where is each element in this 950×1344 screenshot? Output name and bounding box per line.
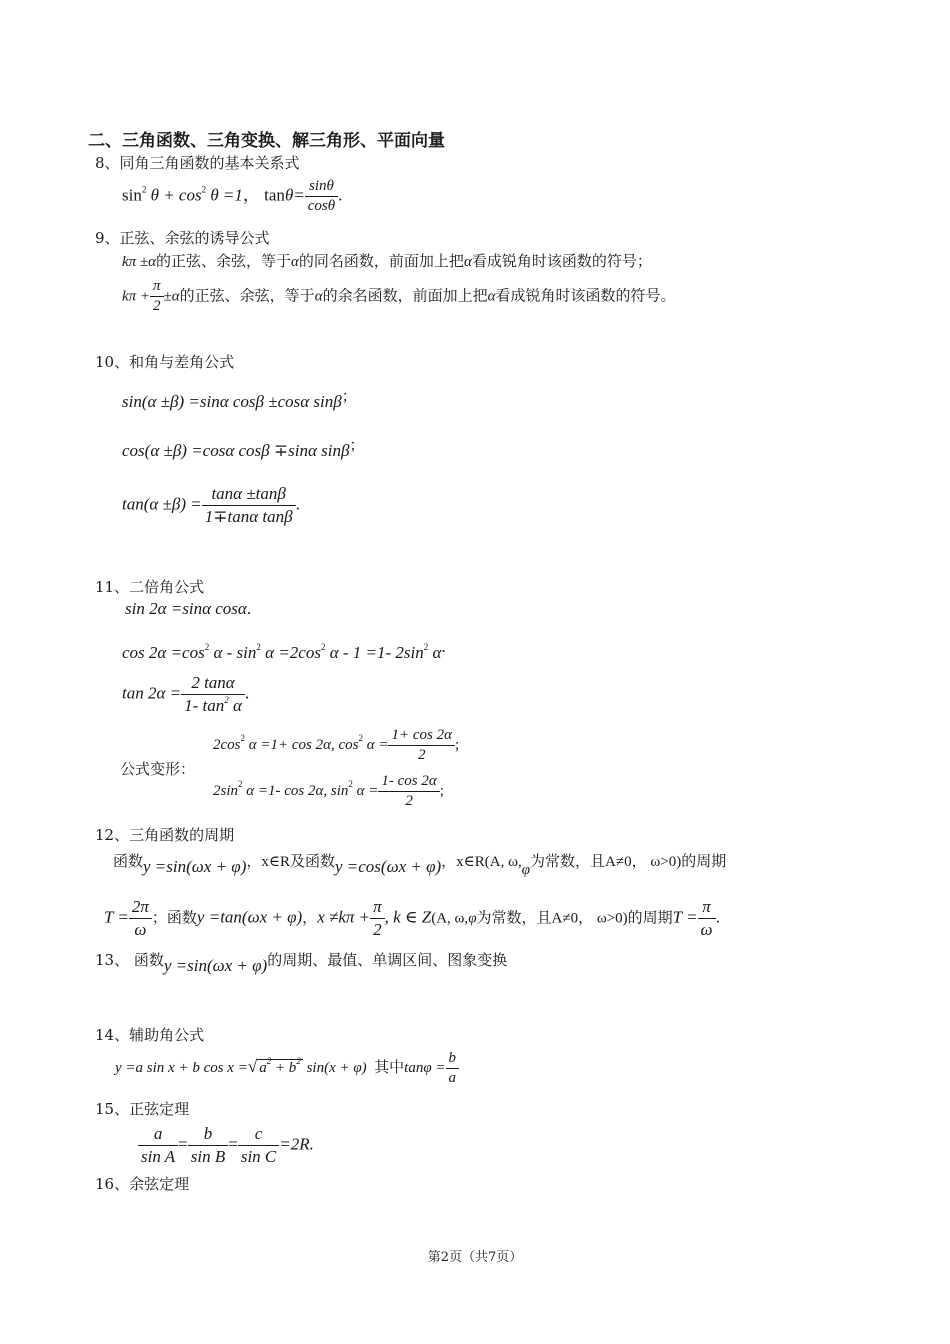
formula-pythagorean-identity: $\sin^2 \theta + \cos^2 \theta =1$， tanθ= $\frac{\sin\theta}{\cos\theta}$ . (122, 178, 343, 214)
induction-rule-1: kπ ±α的正弦、余弦，等于α的同名函数，前面加上把α看成锐角时该函数的符号； (122, 252, 652, 270)
frac-c-sinC: $\frac{c}{\text{sin C}}$ (238, 1124, 279, 1167)
section-12-title: 12、三角函数的周期 (95, 826, 235, 844)
section-14-title: 14、辅助角公式 (95, 1026, 205, 1044)
section-11-title: 11、二倍角公式 (95, 578, 205, 596)
frac-a-sinA: $\frac{a}{\text{sin A}}$ (138, 1124, 178, 1167)
frac-tan-sum: $\frac{\tan\alpha \pm\tan\beta}{\text{1∓tanα tanβ}}$ (202, 484, 296, 527)
formula-tan-double: tan 2α = $\frac{2 \tan\alpha}{1- \tan^2 \alpha}$ . (122, 673, 250, 715)
frac-b-sinB: $\frac{b}{\text{sin B}}$ (188, 1124, 228, 1167)
formula-cos-squared-variant: $2\cos^2$ α =1+ cos 2α, $\cos^2 \alpha$ = $\frac{1+ \cos 2\alpha}{2}$ ; (213, 727, 460, 763)
section-9-title: 9、正弦、余弦的诱导公式 (95, 229, 270, 247)
section-10-title: 10、和角与差角公式 (95, 353, 235, 371)
formula-sin-squared-variant: $2\sin^2$ α =1- cos 2α, $\sin^2 \alpha$ = $\frac{1- \cos 2\alpha}{2}$ ; (213, 773, 444, 809)
induction-rule-2: kπ + $\frac{\pi}{2}$ ±α的正弦、余弦，等于α的余名函数，前面加上把α看成锐角时该函数的符号。 (122, 278, 676, 314)
formula-sin-double: sin 2α =sinα cosα. (125, 599, 252, 618)
frac-pi-omega: $\frac{\pi}{\omega}$ (698, 897, 716, 940)
formula-auxiliary-angle: y =a sin x + b cos x =√ $a^2 + b^2$ sin(x + φ) 其中tanφ = $\frac{b}{a}$ (115, 1050, 459, 1087)
section-16-title: 16、余弦定理 (95, 1175, 190, 1193)
frac-tan-double: $\frac{2 \tan\alpha}{1- \tan^2 \alpha}$ (181, 673, 245, 716)
page-footer: 第2页（共7页） (427, 1250, 523, 1265)
frac-b-over-a: $\frac{b}{a}$ (446, 1050, 460, 1087)
formula-cos-double: $\cos 2\alpha =\cos^2$ $\alpha - \sin^2 \alpha =2\cos^2$ α - 1 =1- $2\sin^2$ α. (122, 637, 446, 662)
frac-sin-cos: $\frac{\sin\theta}{\cos\theta}$ (305, 178, 338, 215)
frac-pi-over-2-cond: $\frac{\pi}{2}$ (370, 897, 385, 940)
period-line-1: 函数y =sin(ωx + φ)，x∈R及函数y =cos(ωx + φ)，x∈R(A, ω,φ为常数，且A≠0， ω>0)的周期 (113, 852, 727, 878)
formula-variant-label: 公式变形： (120, 760, 196, 778)
frac-sin-variant: $\frac{1- \cos 2\alpha}{2}$ (378, 773, 439, 810)
formula-cos-sum: cos(α ±β) =cosα cosβ ∓sinα sinβ； (122, 438, 365, 460)
section-8-title: 8、同角三角函数的基本关系式 (95, 154, 300, 172)
sqrt-a2-b2: $a^2 + b^2$ (259, 1055, 301, 1076)
section-13-title: 13、 函数y =sin(ωx + φ)的周期、最值、单调区间、图象变换 (95, 951, 508, 975)
frac-2pi-omega: $\frac{2\pi}{\omega}$ (129, 897, 152, 940)
period-line-2: T = $\frac{2\pi}{\omega}$ ；函数y =tan(ωx + φ)，x ≠kπ + $\frac{\pi}{2}$ , k ∈ Z(A, ω,φ为常数，且A≠0， ω>0)的周期T = $\frac{\pi}{\omega}$ . (104, 897, 721, 939)
page-heading: 二、三角函数、三角变换、解三角形、平面向量 (88, 131, 445, 151)
frac-cos-variant: $\frac{1+ \cos 2\alpha}{2}$ (388, 727, 455, 764)
formula-law-of-sines: $\frac{a}{\text{sin A}}$ = $\frac{b}{\text{sin B}}$ = $\frac{c}{\text{sin C}}$ =2R. (138, 1124, 314, 1167)
formula-tan-sum: tan(α ±β) = $\frac{\tan\alpha \pm\tan\beta}{\text{1∓tanα tanβ}}$ . (122, 484, 300, 526)
formula-sin-sum: sin(α ±β) =sinα cosβ ±cosα sinβ； (122, 389, 357, 411)
section-15-title: 15、正弦定理 (95, 1100, 190, 1118)
frac-pi-over-2: $\frac{\pi}{2}$ (150, 278, 164, 315)
